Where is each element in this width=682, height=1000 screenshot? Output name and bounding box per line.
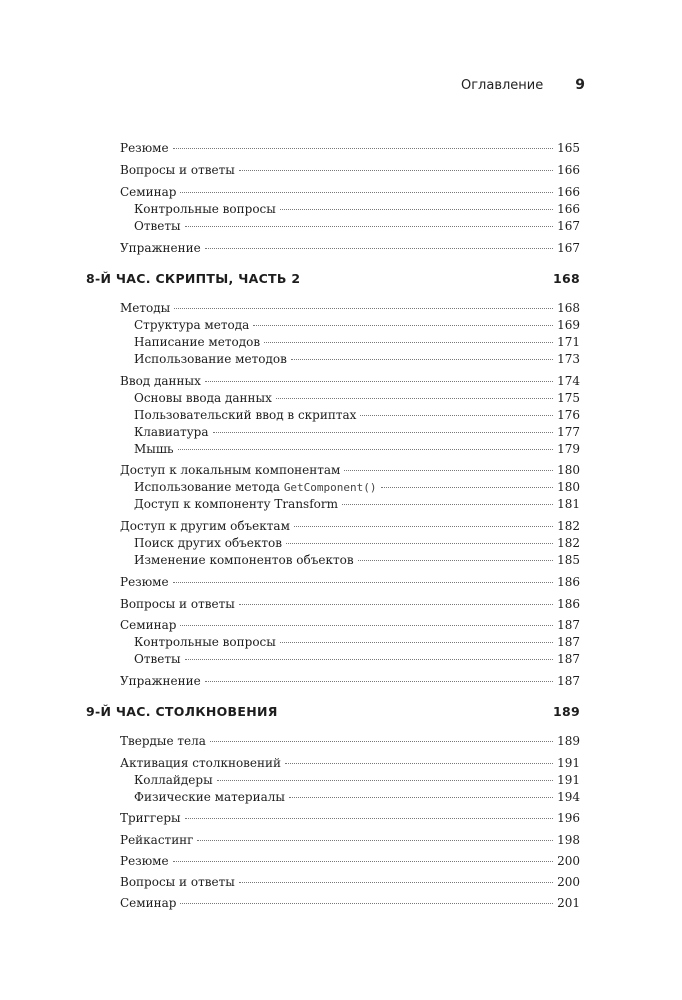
toc-subentry[interactable]: Поиск других объектов 182: [134, 534, 580, 552]
toc-entry[interactable]: Вопросы и ответы 200: [120, 873, 580, 891]
toc-entry[interactable]: Вопросы и ответы 186: [120, 595, 580, 613]
page-number: 9: [575, 77, 585, 93]
chapter-title: 9-Й ЧАС. СТОЛКНОВЕНИЯ: [86, 704, 278, 719]
header-title: Оглавление: [460, 78, 544, 93]
toc-entry[interactable]: Ввод данных 174: [120, 372, 580, 390]
toc-subentry[interactable]: Написание методов 171: [134, 333, 580, 351]
code-snippet: GetComponent(): [283, 481, 377, 494]
toc-subentry[interactable]: Доступ к компоненту Transform 181: [134, 495, 580, 513]
chapter-heading[interactable]: [86, 271, 580, 291]
running-header: [461, 77, 585, 93]
toc-subentry[interactable]: Ответы 187: [134, 650, 580, 668]
toc-entry[interactable]: Упражнение 187: [120, 672, 580, 690]
toc-subentry[interactable]: Ответы 167: [134, 217, 580, 235]
toc-entry[interactable]: Триггеры 196: [120, 809, 580, 827]
toc-entry[interactable]: Активация столкновений 191: [120, 754, 580, 772]
toc-subentry[interactable]: Структура метода 169: [134, 316, 580, 334]
toc-subentry[interactable]: Использование метода GetComponent() 180: [134, 478, 580, 496]
toc-subentry[interactable]: Физические материалы 194: [134, 788, 580, 806]
toc-entry[interactable]: Твердые тела 189: [120, 732, 580, 750]
chapter-title: 8-Й ЧАС. СКРИПТЫ, ЧАСТЬ 2: [86, 271, 301, 286]
toc-entry[interactable]: Резюме 165: [120, 139, 580, 157]
toc-subentry[interactable]: Контрольные вопросы 187: [134, 633, 580, 651]
toc-entry[interactable]: Вопросы и ответы 166: [120, 161, 580, 179]
toc-entry[interactable]: Рейкастинг 198: [120, 831, 580, 849]
toc-subentry[interactable]: Мышь 179: [134, 440, 580, 458]
toc-entry[interactable]: Методы 168: [120, 299, 580, 317]
toc-subentry[interactable]: Контрольные вопросы 166: [134, 200, 580, 218]
toc-subentry[interactable]: Изменение компонентов объектов 185: [134, 551, 580, 569]
toc-entry[interactable]: Семинар 187: [120, 616, 580, 634]
toc-subentry[interactable]: Пользовательский ввод в скриптах 176: [134, 406, 580, 424]
chapter-page: 168: [553, 271, 580, 286]
toc-subentry[interactable]: Использование методов 173: [134, 350, 580, 368]
toc-entry[interactable]: Доступ к другим объектам 182: [120, 517, 580, 535]
toc-entry[interactable]: Семинар 201: [120, 894, 580, 912]
toc-entry[interactable]: Упражнение 167: [120, 239, 580, 257]
toc-entry[interactable]: Резюме 200: [120, 852, 580, 870]
toc-entry[interactable]: Доступ к локальным компонентам 180: [120, 461, 580, 479]
toc-subentry[interactable]: Основы ввода данных 175: [134, 389, 580, 407]
toc-entry[interactable]: Резюме 186: [120, 573, 580, 591]
toc-subentry[interactable]: Коллайдеры 191: [134, 771, 580, 789]
chapter-page: 189: [553, 704, 580, 719]
chapter-heading[interactable]: [86, 704, 580, 724]
toc-subentry[interactable]: Клавиатура 177: [134, 423, 580, 441]
toc-entry[interactable]: Семинар 166: [120, 183, 580, 201]
